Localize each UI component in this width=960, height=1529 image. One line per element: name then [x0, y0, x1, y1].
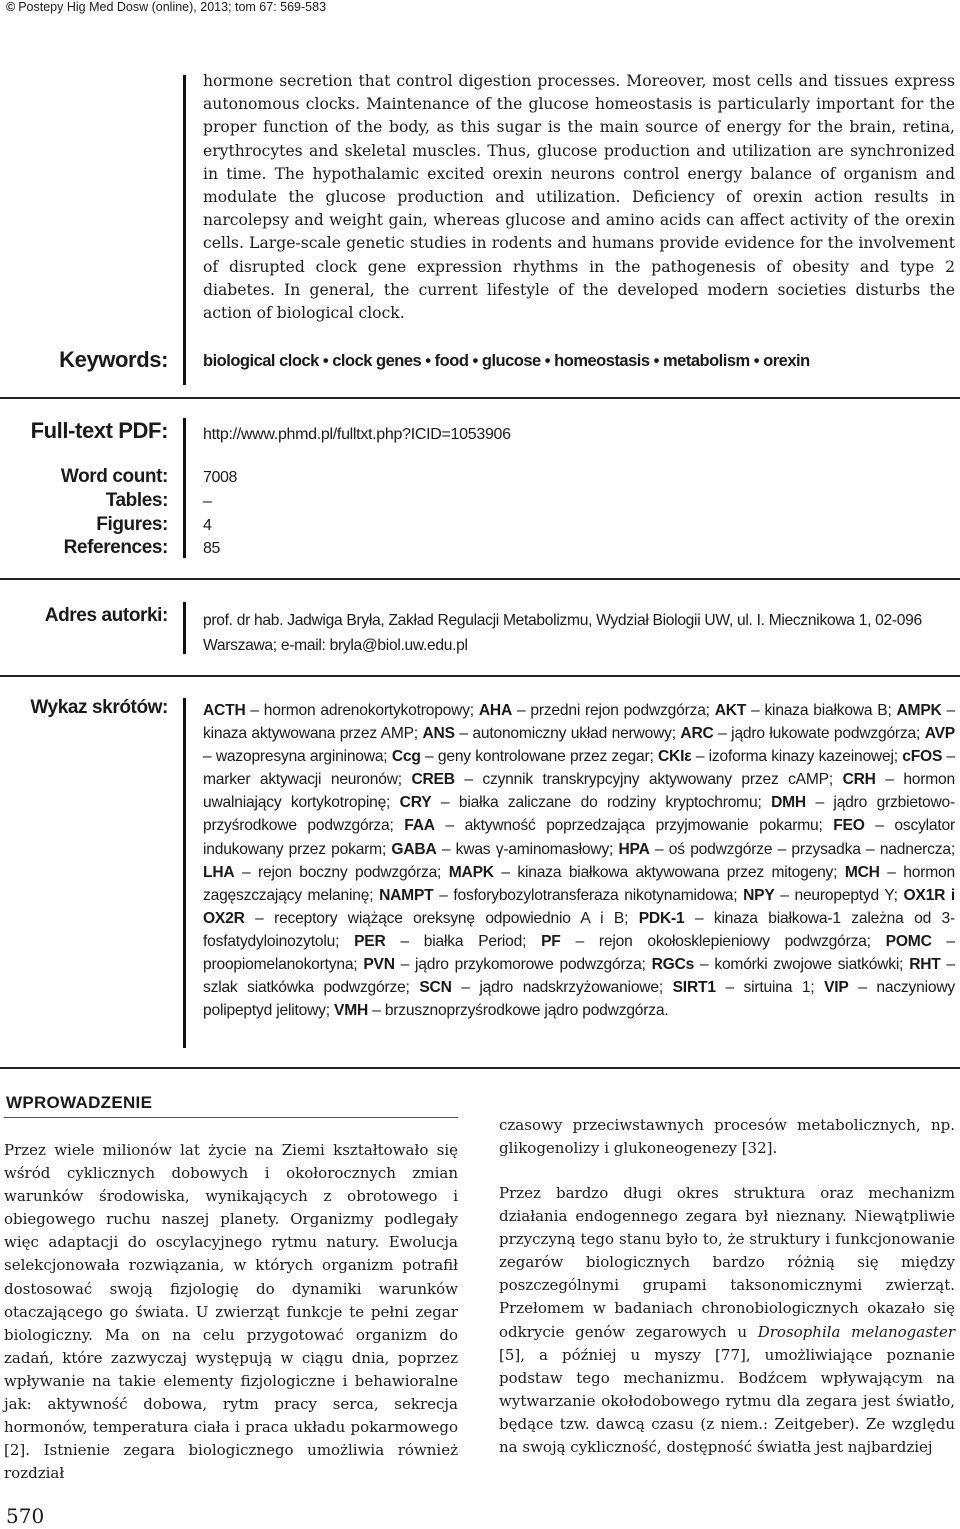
abbreviation-definition: – przedni rejon podwzgórza; — [512, 702, 715, 719]
abbreviation-definition: – kinaza białkowa-1 zależna od 3-fosfatydyloinozytolu; — [203, 909, 955, 950]
para-text: Przez bardzo długi okres struktura oraz mechanizm działania endogennego zegara był nieznany. Niewątpliwie przyczyną tego stanu było to, że struktury i funkcjonowanie zegarów biologicznych bardzo różnią się między poszczególnymi grupami taksonomicznymi zwierząt. Przełomem w badaniach chronobiologicznych okazało się odkrycie genów zegarowych u — [499, 1184, 955, 1341]
abbreviation-term: OX1R i OX2R — [203, 886, 956, 927]
keyword-separator: • — [749, 352, 764, 370]
journal-citation: Postepy Hig Med Dosw (online), 2013; tom 67: 569-583 — [18, 0, 327, 14]
abbreviation-term: PF — [541, 932, 561, 950]
body-column-left: Przez wiele milionów lat życie na Ziemi kształtowało się wśród cyklicznych dobowych i okołorocznych zmian warunków środowiska, wynikających z obrotowego i obiegowego ruchu naszej planety. Organizmy podlegały więc adaptacji do oscylacyjnego rytmu natury. Ewolucja selekcjonowała rozwiązania, w których organizm potrafił dostosować swoją fizjologię do dynamiki warunków otaczającego go świata. U zwierząt funkcje te pełni zegar biologiczny. Ma on na celu przygotować organizm do zadań, które zazwyczaj występują w ciągu dnia, poprzez wpływanie na takie elementy fizjologiczne i behawioralne jak: aktywność dobowa, rytm pracy serca, sekrecja hormonów, temperatura ciała i praca układu pokarmowego [2]. Istnienie zegara biologicznego umożliwia również rozdział — [4, 1141, 458, 1483]
abbreviation-term: VIP — [824, 979, 849, 997]
abbreviation-term: PER — [354, 932, 386, 950]
abbreviation-definition: – hormon zagęszczający melaninę; — [203, 863, 955, 904]
keyword-separator: • — [318, 352, 333, 370]
abbreviation-term: AVP — [924, 725, 955, 743]
abbreviation-term: VMH — [334, 1002, 369, 1020]
abbreviation-definition: – jądro łukowate podwzgórza; — [713, 725, 925, 743]
keyword: clock genes — [332, 352, 422, 370]
abbreviation-definition: – neuropeptyd Y; — [774, 886, 904, 904]
abbreviation-term: Ccg — [391, 748, 421, 766]
abbreviation-definition: – jądro nadskrzyżowaniowe; — [451, 979, 673, 997]
fulltext-label: Full-text PDF: — [30, 418, 168, 443]
abbreviation-term: SCN — [419, 979, 452, 997]
keyword: homeostasis — [554, 352, 650, 370]
abbreviation-definition: – rejon okołosklepieniowy podwzgórza; — [560, 932, 886, 950]
abbreviation-definition: – oś podwzgórze – przysadka – nadnercza; — [649, 840, 955, 858]
abbreviation-definition: – kinaza białkowa aktywowana przez mitogeny; — [493, 863, 845, 881]
abbreviation-definition: – autonomiczny układ nerwowy; — [454, 725, 681, 743]
divider-vertical — [183, 698, 186, 1048]
divider-vertical — [183, 75, 186, 385]
keyword-separator: • — [649, 352, 663, 370]
page-number: 570 — [6, 1504, 45, 1528]
keyword: orexin — [763, 352, 810, 370]
abbreviation-term: AKT — [714, 702, 747, 719]
abbreviation-term: POMC — [885, 932, 932, 950]
abbreviation-definition: – marker aktywacji neuronów; — [203, 748, 956, 789]
abbreviation-term: cFOS — [902, 748, 943, 766]
abbreviation-term: ARC — [680, 725, 714, 743]
abbreviation-term: MCH — [844, 863, 880, 881]
abbreviation-term: RHT — [909, 956, 941, 974]
abbreviation-term: CKIε — [657, 748, 692, 766]
abbreviation-definition: – izoforma kinazy kazeinowej; — [691, 748, 903, 766]
section-title-rule — [4, 1117, 458, 1118]
abbreviation-definition: – oscylator indukowany przez pokarm; — [203, 817, 955, 858]
section-divider — [0, 675, 960, 677]
abbreviation-term: MAPK — [448, 863, 494, 881]
tables-label: Tables: — [105, 490, 168, 511]
keyword: metabolism — [663, 352, 750, 370]
word-count-value: 7008 — [203, 469, 237, 486]
abbreviation-definition: – hormon adrenokortykotropowy; — [245, 702, 479, 719]
abbreviation-term: FAA — [404, 817, 435, 835]
word-count-label: Word count: — [60, 466, 168, 487]
abbreviation-definition: – komórki zwojowe siatkówki; — [694, 956, 910, 974]
species-name: Drosophila melanogaster — [757, 1322, 955, 1341]
copyright-icon: © — [6, 0, 16, 14]
abbreviation-term: CRH — [842, 771, 876, 789]
abbreviation-term: ACTH — [203, 702, 246, 719]
figures-value: 4 — [203, 517, 212, 534]
abbreviation-term: AHA — [478, 702, 513, 719]
abbreviation-definition: – rejon boczny podwzgórza; — [234, 863, 449, 881]
abbreviation-definition: – receptory wiążące oreksynę odpowiednio A i B; — [244, 909, 639, 927]
fulltext-link[interactable]: http://www.phmd.pl/fulltxt.php?ICID=1053906 — [203, 426, 511, 443]
abbreviation-definition: – aktywność poprzedzająca przyjmowanie pokarmu; — [434, 817, 834, 835]
abbreviation-term: GABA — [391, 840, 437, 858]
running-header — [6, 0, 326, 14]
abbreviation-definition: – hormon uwalniający kortykotropinę; — [203, 771, 955, 812]
references-label: References: — [63, 537, 168, 558]
abbreviation-term: CREB — [411, 771, 455, 789]
abbreviation-definition: – kinaza białkowa B; — [746, 702, 897, 719]
abbreviation-definition: – wazopresyna argininowa; — [203, 748, 392, 766]
keyword-separator: • — [468, 352, 482, 370]
keyword: biological clock — [203, 352, 319, 370]
divider-vertical — [183, 602, 186, 654]
abbreviation-definition: – jądro przykomorowe podwzgórza; — [394, 956, 652, 974]
address-label: Adres autorki: — [44, 605, 168, 626]
abbreviation-definition: – geny kontrolowane przez zegar; — [420, 748, 658, 766]
references-value: 85 — [203, 540, 220, 557]
body-column-right-para1: czasowy przeciwstawnych procesów metabolicznych, np. glikogenolizy i glukoneogenezy [32]. — [499, 1116, 955, 1158]
abbreviation-term: SIRT1 — [672, 979, 716, 997]
abbreviation-definition: – jądro grzbietowo-przyśrodkowe podwzgórza; — [203, 794, 955, 835]
section-divider — [0, 397, 960, 399]
abbreviation-definition: – kwas γ-aminomasłowy; — [436, 840, 619, 858]
abbreviation-definition: – fosforybozylotransferaza nikotynamidowa; — [433, 886, 744, 904]
abbreviation-term: PVN — [363, 956, 395, 974]
abbreviation-term: DMH — [771, 794, 806, 812]
body-column-right-para2 — [499, 1182, 955, 1459]
keywords-label: Keywords: — [59, 347, 168, 372]
section-title: WPROWADZENIE — [6, 1093, 153, 1112]
address-text: prof. dr hab. Jadwiga Bryła, Zakład Regulacji Metabolizmu, Wydział Biologii UW, ul. I. Miecznikowa 1, 02-096 Warszawa; e-mail: bryla@biol.uw.edu.pl — [203, 612, 922, 654]
para-text: [5], a później u myszy [77], umożliwiające poznanie podstaw tego mechanizmu. Bodźcem wpływającym na wytwarzanie okołodobowego rytmu dla zegara jest światło, będące tzw. dawcą czasu (z niem.: Zeitgeber). Ze względu na swoją cykliczność, dostępność światła jest najbardziej — [499, 1345, 955, 1457]
abbreviation-definition: – brzusznoprzyśrodkowe jądro podwzgórza. — [368, 1002, 669, 1020]
abstract-text: hormone secretion that control digestion processes. Moreover, most cells and tissues express autonomous clocks. Maintenance of the glucose homeostasis is particularly important for the proper function of the body, as this sugar is the main source of energy for the brain, retina, erythrocytes and skeletal muscles. Thus, glucose production and utilization are synchronized in time. The hypothalamic excited orexin neurons control energy balance of organism and modulate the glucose production and utilization. Deficiency of orexin action results in narcolepsy and weight gain, whereas glucose and amino acids can affect activity of the orexin cells. Large-scale genetic studies in rodents and humans provide evidence for the involvement of disrupted clock gene expression rhythms in the pathogenesis of obesity and type 2 diabetes. In general, the current lifestyle of the developed modern societies disturbs the action of biological clock. — [203, 72, 955, 323]
abbreviation-term: HPA — [618, 840, 650, 858]
abbreviation-term: CRY — [399, 794, 432, 812]
abbreviation-term: RGCs — [651, 956, 695, 974]
abbreviation-term: ANS — [422, 725, 455, 743]
keyword-separator: • — [540, 352, 555, 370]
figures-label: Figures: — [96, 514, 168, 535]
keyword-separator: • — [421, 352, 435, 370]
abbreviations-list — [203, 699, 955, 1022]
keywords-list — [203, 352, 810, 371]
abbreviation-term: NPY — [743, 886, 775, 904]
abbreviation-term: AMPK — [896, 702, 942, 719]
section-divider — [0, 578, 960, 580]
divider-vertical — [183, 418, 186, 558]
abbreviation-term: LHA — [203, 863, 235, 881]
keyword: glucose — [481, 352, 541, 370]
abbreviation-term: NAMPT — [379, 886, 434, 904]
keyword: food — [434, 352, 469, 370]
abbreviation-definition: – kinaza aktywowana przez AMP; — [203, 702, 955, 743]
abbreviation-definition: – białka zaliczane do rodziny kryptochromu; — [431, 794, 772, 812]
abbreviation-definition: – proopiomelanokortyna; — [203, 932, 956, 974]
abbreviation-term: FEO — [833, 817, 865, 835]
abbreviation-term: PDK-1 — [638, 909, 685, 927]
abbreviation-definition: – naczyniowy polipeptyd jelitowy; — [203, 979, 955, 1020]
abbreviation-definition: – sirtuina 1; — [715, 979, 825, 997]
section-divider — [0, 1067, 960, 1069]
abbreviations-label: Wykaz skrótów: — [30, 697, 168, 718]
abbreviation-definition: – białka Period; — [385, 932, 542, 950]
tables-value: – — [203, 493, 212, 510]
abbreviation-definition: – szlak siatkówka podwzgórze; — [203, 956, 955, 997]
abbreviation-definition: – czynnik transkrypcyjny aktywowany przez cAMP; — [454, 771, 843, 789]
